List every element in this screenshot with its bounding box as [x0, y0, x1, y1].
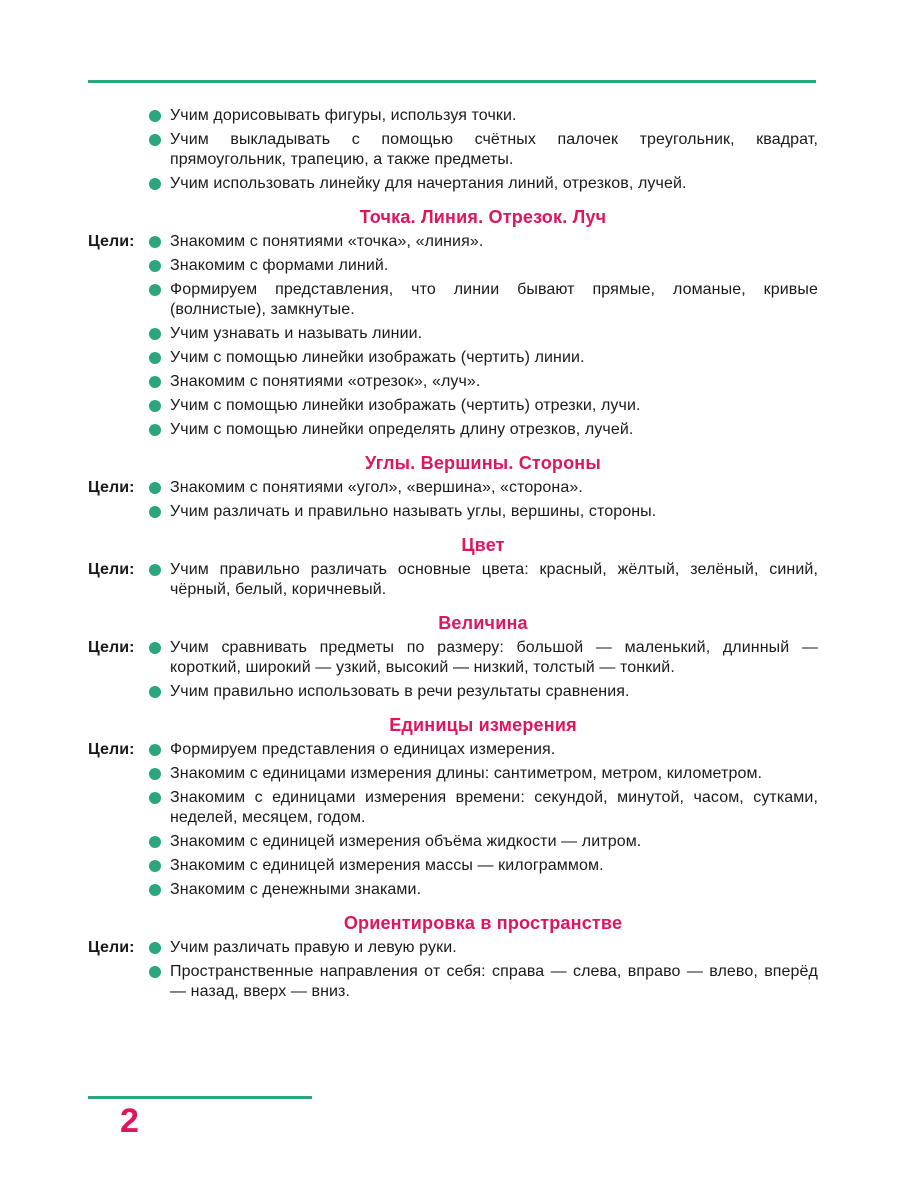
section-point-line [88, 198, 818, 440]
bullet-icon [149, 328, 161, 340]
list-item: Пространственные направления от себя: справа — слева, вправо — влево, вперёд — назад, вверх — вниз. [88, 962, 818, 1002]
bullet-icon [149, 110, 161, 122]
bullet-icon [149, 400, 161, 412]
list-item: Учим использовать линейку для начертания линий, отрезков, лучей. [88, 174, 818, 194]
list-item: Знакомим с формами линий. [88, 256, 818, 276]
list-item: Формируем представления, что линии бывают прямые, ломаные, кривые (волнистые), замкнутые. [88, 280, 818, 320]
bullet-icon [149, 506, 161, 518]
list-item: Учим различать и правильно называть углы, вершины, стороны. [88, 502, 818, 522]
goals-label: Цели: [88, 939, 135, 956]
list-item: Знакомим с единицами измерения времени: секундой, минутой, часом, сутками, неделей, месяцем, годом. [88, 788, 818, 828]
list-item: Цели: Формируем представления о единицах измерения. [88, 741, 556, 758]
bullet-icon [149, 792, 161, 804]
section-title: Точка. Линия. Отрезок. Луч [359, 207, 607, 227]
bullet-icon [149, 424, 161, 436]
bullet-icon [149, 564, 161, 576]
bullet-icon [149, 482, 161, 494]
bullet-icon [149, 260, 161, 272]
section-units [88, 706, 818, 900]
bullet-icon [149, 236, 161, 248]
list-item: Цели: Знакомим с понятиями «точка», «линия». [88, 233, 484, 250]
bottom-rule [88, 1096, 312, 1099]
bullet-icon [149, 352, 161, 364]
section-title: Ориентировка в пространстве [343, 913, 623, 933]
bullet-icon [149, 942, 161, 954]
bullet-icon [149, 284, 161, 296]
list-item: Цели: Учим различать правую и левую руки. [88, 939, 457, 956]
bullet-icon [149, 376, 161, 388]
list-item: Учим с помощью линейки определять длину отрезков, лучей. [88, 420, 818, 440]
goals-label: Цели: [88, 233, 135, 250]
list-item: Учим выкладывать с помощью счётных палочек треугольник, квадрат, прямоугольник, трапецию, а также предметы. [88, 130, 818, 170]
section-title: Величина [438, 613, 528, 633]
list-item: Учим дорисовывать фигуры, используя точки. [88, 106, 818, 126]
bullet-icon [149, 768, 161, 780]
goals-label: Цели: [88, 561, 135, 578]
bullet-icon [149, 178, 161, 190]
bullet-icon [149, 744, 161, 756]
bullet-icon [149, 884, 161, 896]
list-item: Цели: Учим сравнивать предметы по размеру: большой — маленький, длинный — короткий, широкий — узкий, высокий — низкий, толстый — тонкий. [88, 639, 818, 676]
goals-label: Цели: [88, 479, 135, 496]
list-item: Знакомим с понятиями «отрезок», «луч». [88, 372, 818, 392]
bullet-icon [149, 642, 161, 654]
page-content [88, 106, 818, 1006]
bullet-icon [149, 134, 161, 146]
list-item: Учим с помощью линейки изображать (чертить) линии. [88, 348, 818, 368]
section-size [88, 604, 818, 702]
section-title: Углы. Вершины. Стороны [365, 453, 601, 473]
section-title: Единицы измерения [389, 715, 577, 735]
list-item: Знакомим с единицами измерения длины: сантиметром, метром, километром. [88, 764, 818, 784]
list-item: Знакомим с единицей измерения массы — килограммом. [88, 856, 818, 876]
list-item: Учим правильно использовать в речи результаты сравнения. [88, 682, 818, 702]
list-item: Учим узнавать и называть линии. [88, 324, 818, 344]
list-item: Знакомим с единицей измерения объёма жидкости — литром. [88, 832, 818, 852]
goals-label: Цели: [88, 741, 135, 758]
list-item: Учим с помощью линейки изображать (чертить) отрезки, лучи. [88, 396, 818, 416]
goals-label: Цели: [88, 639, 135, 656]
bullet-icon [149, 836, 161, 848]
list-item: Цели: Учим правильно различать основные цвета: красный, жёлтый, зелёный, синий, чёрный, белый, коричневый. [88, 561, 818, 598]
list-item: Цели: Знакомим с понятиями «угол», «вершина», «сторона». [88, 479, 583, 496]
section-color [88, 526, 818, 600]
bullet-icon [149, 966, 161, 978]
list-item: Знакомим с денежными знаками. [88, 880, 818, 900]
bullet-icon [149, 860, 161, 872]
top-rule [88, 80, 816, 83]
section-orientation [88, 904, 818, 1002]
section-title: Цвет [461, 535, 505, 555]
bullet-icon [149, 686, 161, 698]
section-angles [88, 444, 818, 522]
intro-list [88, 106, 818, 194]
page-number: 2 [120, 1102, 139, 1140]
